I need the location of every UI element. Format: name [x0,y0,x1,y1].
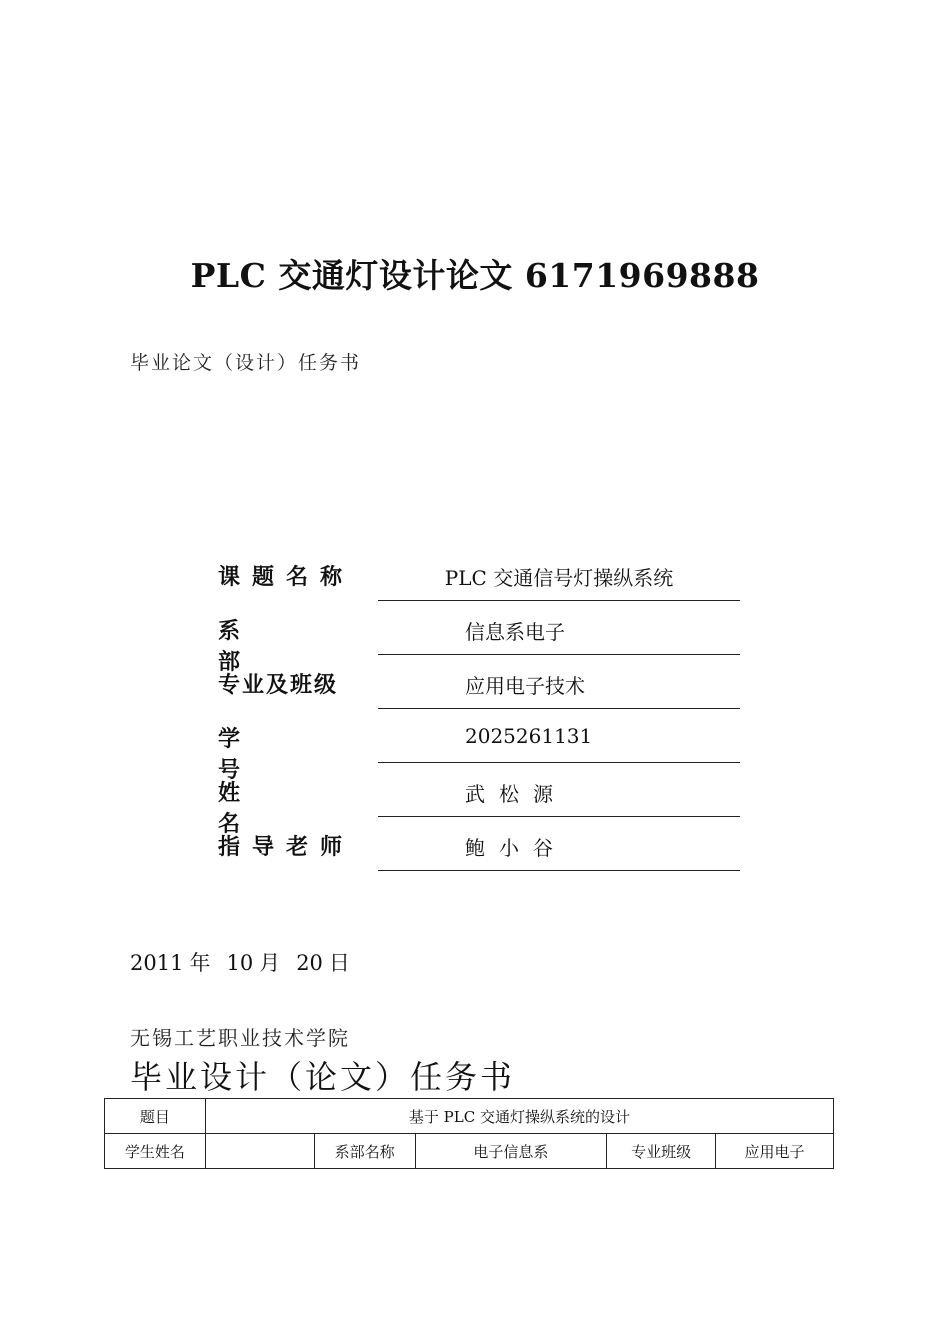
topic-value: PLC 交通信号灯操纵系统 [444,566,674,590]
dept-value: 信息系电子 [465,620,565,644]
advisor-label [218,830,358,861]
dept-value-field [378,602,740,655]
task-student-name-label: 学生姓名 [105,1134,206,1169]
date-day: 20 [296,951,323,975]
info-row-advisor [218,818,740,872]
date-month-unit: 月 [259,951,281,975]
dept-label-text: 系部 [218,618,307,675]
info-row-major [218,656,740,710]
school-name: 无锡工艺职业技术学院 [130,1026,350,1050]
name-value: 武松源 [465,782,567,806]
info-row-topic [218,548,740,602]
task-class-value: 应用电子 [716,1134,834,1169]
student-id-label-text: 学号 [218,726,297,783]
date-year-unit: 年 [189,951,211,975]
major-label-text: 专业及班级 [218,672,339,698]
info-row-name [218,764,740,837]
student-id-value: 2025261131 [465,724,593,748]
task-topic-value: 基于 PLC 交通灯操纵系统的设计 [205,1099,833,1134]
student-id-value-field [378,710,740,763]
task-class-label: 专业班级 [607,1134,716,1169]
document-title: PLC 交通灯设计论文 6171969888 [190,256,760,295]
topic-label-text: 课题名称 [218,564,355,590]
task-dept-value: 电子信息系 [415,1134,607,1169]
name-label-text: 姓名 [218,780,297,837]
major-value-field [378,656,740,709]
topic-value-field [378,548,740,601]
task-topic-label: 题目 [105,1099,206,1134]
major-value: 应用电子技术 [465,674,585,698]
name-value-field [378,764,740,817]
document-date [130,947,356,977]
document-subtitle: 毕业论文（设计）任务书 [130,352,362,374]
task-book-title: 毕业设计（论文）任务书 [130,1058,516,1096]
task-table [104,1098,834,1169]
task-dept-label: 系部名称 [314,1134,415,1169]
date-day-unit: 日 [328,951,350,975]
advisor-value-field [378,818,740,871]
info-row-dept [218,602,740,675]
table-row [105,1099,834,1134]
major-label [218,668,358,699]
table-row [105,1134,834,1169]
info-row-student-id [218,710,740,783]
cover-info-block [218,548,740,872]
topic-label [218,560,358,591]
advisor-value: 鲍小谷 [465,836,567,860]
task-student-name-value [205,1134,314,1169]
date-year: 2011 [130,951,184,975]
date-month: 10 [226,951,254,975]
advisor-label-text: 指导老师 [218,834,355,860]
